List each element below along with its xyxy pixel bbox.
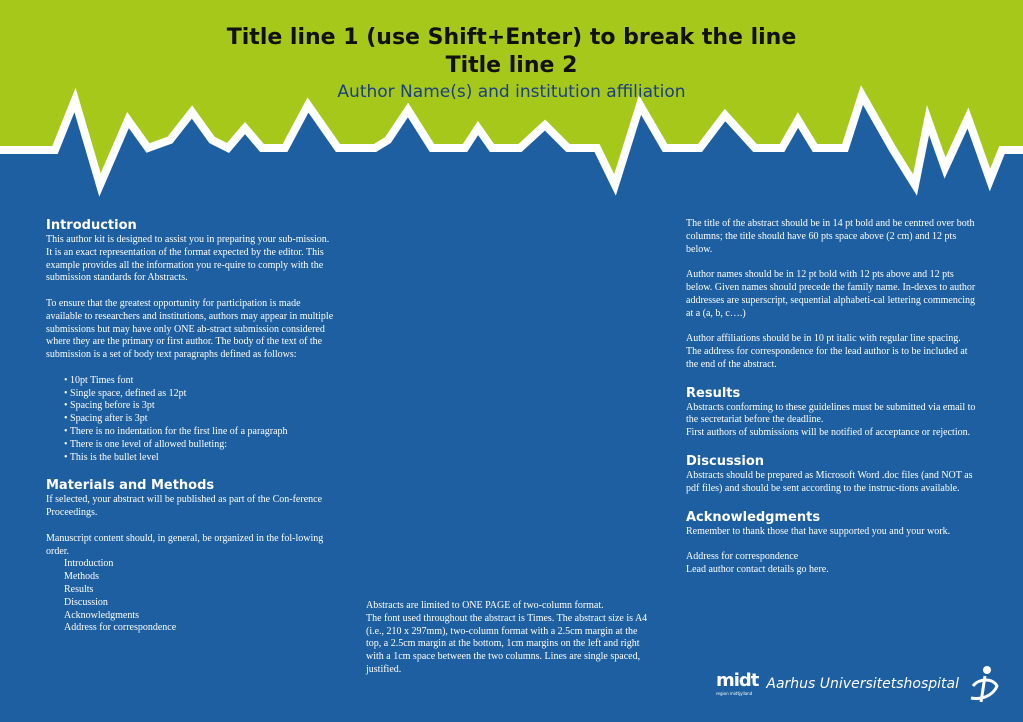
acknowledgments-paragraph: Remember to thank those that have supported you and your work. bbox=[686, 525, 951, 537]
midt-logo-text: midt bbox=[715, 669, 759, 691]
middle-paragraph-2: The font used throughout the abstract is Times. The abstract size is A4 (i.e., 210 x 297mm), two-column format with a 2.5cm margin at the top, a 2.5cm margin at the bottom, 1cm margins on the left and right with a 1cm space between the two columns. Lines are single spaced, justified. bbox=[366, 612, 648, 675]
intro-paragraph-1: This author kit is designed to assist you in preparing your sub-mission. It is an exact representation of the format expected by the editor. This example provides all the information you re-quire to comply with the submission standards for Abstracts. bbox=[46, 234, 330, 284]
results-paragraph-1: Abstracts conforming to these guidelines must be submitted via email to the secretariat before the deadline. bbox=[686, 401, 976, 426]
introduction-heading: Introduction bbox=[46, 218, 137, 233]
bullet-list bbox=[46, 375, 336, 465]
results-heading: Results bbox=[686, 385, 741, 401]
right-paragraph-3: Author affiliations should be in 10 pt italic with regular line spacing. The address for correspondence for the lead author is to be included at the end of the abstract. bbox=[686, 333, 968, 370]
hospital-logo-text: Aarhus Universitetshospital bbox=[766, 676, 959, 692]
order-item: Methods bbox=[64, 571, 99, 583]
methods-paragraph-2: Manuscript content should, in general, be organized in the fol-lowing order. bbox=[46, 532, 324, 557]
right-paragraph-2: Author names should be in 12 pt bold with 12 pts above and 12 pts below. Given names should precede the family name. In-dexes to author addresses are superscript, sequential alphabeti-cal lettering commencing at a (a, b, c….) bbox=[686, 269, 976, 319]
poster-title-line-1: Title line 1 (use Shift+Enter) to break the line bbox=[226, 25, 797, 50]
hospital-emblem-icon bbox=[967, 664, 1001, 704]
section-order-list bbox=[46, 558, 336, 635]
order-item: Introduction bbox=[64, 558, 114, 570]
order-item: Acknowledgments bbox=[64, 609, 139, 621]
midt-logo bbox=[715, 669, 759, 696]
author-affiliation: Author Name(s) and institution affiliation bbox=[337, 82, 686, 102]
right-paragraph-1: The title of the abstract should be in 14 pt bold and be centred over both columns; the title should have 60 pts space above (2 cm) and 12 pts below. bbox=[686, 218, 975, 255]
poster-title-line-2: Title line 2 bbox=[445, 53, 578, 78]
left-column bbox=[46, 218, 336, 635]
intro-paragraph-2: To ensure that the greatest opportunity for participation is made available to researchers and institutions, authors may appear in multiple submissions but may have only ONE ab-stract submission considered where they are the primary or first author. The body of the text of the submission is a set of body text paragraphs defined as follows: bbox=[46, 297, 334, 361]
bullet-item: • Single space, defined as 12pt bbox=[64, 387, 187, 399]
midt-logo-subtext: region midtjylland bbox=[715, 690, 753, 696]
address-label: Address for correspondence bbox=[686, 551, 799, 563]
materials-methods-heading: Materials and Methods bbox=[46, 478, 215, 494]
bullet-item: • There is no indentation for the first line of a paragraph bbox=[64, 425, 288, 437]
logo-area bbox=[716, 664, 1001, 704]
order-item: Results bbox=[64, 583, 94, 595]
address-detail: Lead author contact details go here. bbox=[686, 563, 829, 575]
bullet-item: • There is one level of allowed bulleting: bbox=[64, 438, 227, 450]
bullet-item: • This is the bullet level bbox=[64, 451, 159, 463]
order-item: Address for correspondence bbox=[64, 622, 177, 634]
bullet-item: • 10pt Times font bbox=[64, 374, 134, 386]
methods-paragraph-1: If selected, your abstract will be published as part of the Con-ference Proceedings. bbox=[46, 494, 323, 519]
acknowledgments-heading: Acknowledgments bbox=[686, 509, 821, 525]
bullet-item: • Spacing before is 3pt bbox=[64, 400, 155, 412]
discussion-paragraph-1: Abstracts should be prepared as Microsoft Word .doc files (and NOT as pdf files) and should be sent according to the instruc-tions available. bbox=[686, 469, 973, 494]
right-column bbox=[686, 218, 978, 577]
middle-column bbox=[366, 600, 651, 677]
discussion-heading: Discussion bbox=[686, 453, 765, 469]
bullet-item: • Spacing after is 3pt bbox=[64, 413, 148, 425]
results-paragraph-2: First authors of submissions will be notified of acceptance or rejection. bbox=[686, 427, 971, 439]
order-item: Discussion bbox=[64, 596, 108, 608]
middle-paragraph-1: Abstracts are limited to ONE PAGE of two-column format. bbox=[366, 600, 604, 611]
